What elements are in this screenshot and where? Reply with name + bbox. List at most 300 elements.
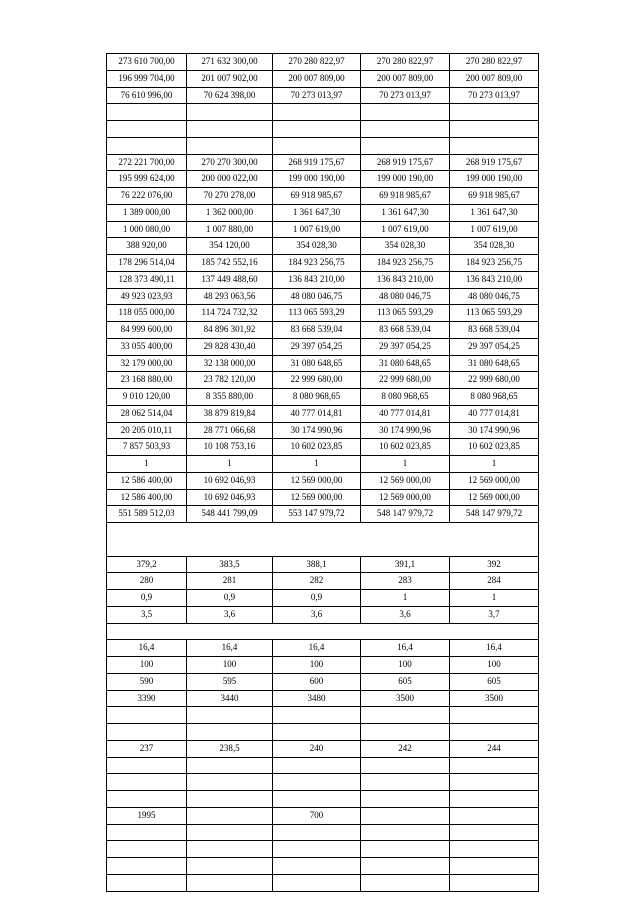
table-cell: 7 857 503,93 xyxy=(107,439,187,455)
table-cell xyxy=(450,724,539,740)
table-cell: 100 xyxy=(187,657,273,673)
table-cell: 383,5 xyxy=(187,557,273,573)
table-cell: 113 065 593,29 xyxy=(361,305,450,321)
table-separator-row xyxy=(107,523,539,540)
table-cell: 8 080 968,65 xyxy=(273,389,361,405)
table-cell: 272 221 700,00 xyxy=(107,155,187,171)
table-cell: 273 610 700,00 xyxy=(107,54,187,70)
table-cell: 128 373 490,11 xyxy=(107,272,187,288)
table-cell: 284 xyxy=(450,573,539,589)
table-row xyxy=(107,557,539,574)
table-cell: 31 080 648,65 xyxy=(273,356,361,372)
table-cell xyxy=(187,624,273,640)
table-row xyxy=(107,272,539,289)
table-cell xyxy=(107,724,187,740)
table-row xyxy=(107,88,539,105)
table-cell: 196 999 704,00 xyxy=(107,71,187,87)
table-cell: 28 771 066,68 xyxy=(187,423,273,439)
table-cell: 22 999 680,00 xyxy=(450,372,539,388)
table-row xyxy=(107,741,539,758)
table-cell: 136 843 210,00 xyxy=(361,272,450,288)
table-cell xyxy=(187,121,273,137)
table-cell: 100 xyxy=(450,657,539,673)
table-cell: 70 273 013,97 xyxy=(361,88,450,104)
table-row xyxy=(107,691,539,708)
table-cell: 1 xyxy=(450,590,539,606)
table-cell: 32 138 000,00 xyxy=(187,356,273,372)
table-cell xyxy=(273,858,361,874)
table-row xyxy=(107,674,539,691)
table-cell: 16,4 xyxy=(107,640,187,656)
table-cell: 0,9 xyxy=(187,590,273,606)
table-cell: 113 065 593,29 xyxy=(450,305,539,321)
table-row xyxy=(107,490,539,507)
table-cell: 30 174 990,96 xyxy=(450,423,539,439)
table-cell: 48 293 063,56 xyxy=(187,289,273,305)
table-cell: 270 270 300,00 xyxy=(187,155,273,171)
table-cell xyxy=(361,624,450,640)
table-cell: 553 147 979,72 xyxy=(273,506,361,522)
table-row xyxy=(107,238,539,255)
table-cell xyxy=(107,791,187,807)
table-cell xyxy=(273,540,361,556)
table-cell xyxy=(187,774,273,790)
table-cell: 195 999 624,00 xyxy=(107,171,187,187)
table-cell xyxy=(361,791,450,807)
table-cell: 595 xyxy=(187,674,273,690)
table-cell: 40 777 014,81 xyxy=(273,406,361,422)
table-cell xyxy=(450,774,539,790)
table-cell: 29 397 054,25 xyxy=(450,339,539,355)
table-cell: 23 782 120,00 xyxy=(187,372,273,388)
table-row xyxy=(107,389,539,406)
table-cell: 1 362 000,00 xyxy=(187,205,273,221)
table-cell: 16,4 xyxy=(450,640,539,656)
table-cell: 70 273 013,97 xyxy=(450,88,539,104)
table-cell: 3,6 xyxy=(187,607,273,623)
table-cell xyxy=(361,121,450,137)
table-cell: 30 174 990,96 xyxy=(361,423,450,439)
table-cell xyxy=(187,841,273,857)
table-cell xyxy=(273,875,361,891)
table-cell: 100 xyxy=(107,657,187,673)
table-cell: 388,1 xyxy=(273,557,361,573)
table-row xyxy=(107,825,539,842)
table-cell: 100 xyxy=(361,657,450,673)
table-separator-row xyxy=(107,540,539,557)
table-cell: 76 610 996,00 xyxy=(107,88,187,104)
table-row xyxy=(107,339,539,356)
table-cell: 8 080 968,65 xyxy=(450,389,539,405)
table-cell xyxy=(361,138,450,154)
table-cell xyxy=(450,808,539,824)
table-cell: 700 xyxy=(273,808,361,824)
table-cell: 1 389 000,00 xyxy=(107,205,187,221)
table-cell: 548 147 979,72 xyxy=(450,506,539,522)
table-cell: 12 569 000,00 xyxy=(450,473,539,489)
table-cell: 100 xyxy=(273,657,361,673)
table-cell: 1 007 619,00 xyxy=(361,222,450,238)
table-cell xyxy=(273,707,361,723)
table-cell: 200 007 809,00 xyxy=(273,71,361,87)
table-cell: 69 918 985,67 xyxy=(273,188,361,204)
table-cell xyxy=(450,707,539,723)
table-separator-row xyxy=(107,624,539,641)
table-row xyxy=(107,356,539,373)
table-cell: 0,9 xyxy=(273,590,361,606)
table-cell xyxy=(107,707,187,723)
table-cell: 199 000 190,00 xyxy=(450,171,539,187)
table-cell: 8 355 880,00 xyxy=(187,389,273,405)
table-cell xyxy=(187,808,273,824)
table-cell: 69 918 985,67 xyxy=(361,188,450,204)
table-cell xyxy=(187,791,273,807)
table-row xyxy=(107,255,539,272)
table-cell: 1 361 647,30 xyxy=(273,205,361,221)
table-cell xyxy=(273,624,361,640)
table-cell: 29 397 054,25 xyxy=(361,339,450,355)
table-cell: 136 843 210,00 xyxy=(273,272,361,288)
table-cell xyxy=(361,841,450,857)
table-cell: 12 569 000,00 xyxy=(361,473,450,489)
table-cell xyxy=(107,825,187,841)
table-cell: 3,6 xyxy=(273,607,361,623)
table-cell xyxy=(273,825,361,841)
table-cell: 3,5 xyxy=(107,607,187,623)
table-cell: 31 080 648,65 xyxy=(450,356,539,372)
table-cell xyxy=(450,858,539,874)
table-row xyxy=(107,439,539,456)
table-cell: 280 xyxy=(107,573,187,589)
table-cell: 3480 xyxy=(273,691,361,707)
table-cell xyxy=(187,758,273,774)
table-cell: 1 xyxy=(450,456,539,472)
table-cell: 3440 xyxy=(187,691,273,707)
table-cell: 184 923 256,75 xyxy=(361,255,450,271)
table-cell xyxy=(107,523,187,540)
table-cell: 548 441 799,09 xyxy=(187,506,273,522)
table-cell: 70 270 278,00 xyxy=(187,188,273,204)
table-cell xyxy=(361,758,450,774)
table-row xyxy=(107,724,539,741)
table-row xyxy=(107,607,539,624)
table-cell xyxy=(361,104,450,120)
table-row xyxy=(107,171,539,188)
table-cell xyxy=(273,758,361,774)
table-row xyxy=(107,188,539,205)
table-cell: 1 xyxy=(107,456,187,472)
table-row xyxy=(107,205,539,222)
data-table xyxy=(106,53,539,892)
table-cell xyxy=(450,791,539,807)
table-cell xyxy=(361,858,450,874)
table-cell xyxy=(187,138,273,154)
table-cell: 12 586 400,00 xyxy=(107,473,187,489)
table-cell xyxy=(361,724,450,740)
table-cell: 1 007 619,00 xyxy=(273,222,361,238)
table-cell: 0,9 xyxy=(107,590,187,606)
table-row xyxy=(107,155,539,172)
table-cell: 3500 xyxy=(361,691,450,707)
table-cell: 3,7 xyxy=(450,607,539,623)
table-cell: 178 296 514,04 xyxy=(107,255,187,271)
table-cell: 551 589 512,03 xyxy=(107,506,187,522)
table-cell: 354 028,30 xyxy=(361,238,450,254)
table-cell: 242 xyxy=(361,741,450,757)
table-cell: 31 080 648,65 xyxy=(361,356,450,372)
table-cell: 1 007 619,00 xyxy=(450,222,539,238)
table-cell: 240 xyxy=(273,741,361,757)
table-cell: 548 147 979,72 xyxy=(361,506,450,522)
table-cell xyxy=(107,875,187,891)
table-cell xyxy=(273,121,361,137)
table-cell: 22 999 680,00 xyxy=(273,372,361,388)
table-cell xyxy=(361,707,450,723)
table-row xyxy=(107,406,539,423)
table-cell: 70 273 013,97 xyxy=(273,88,361,104)
table-cell: 185 742 552,16 xyxy=(187,255,273,271)
table-cell xyxy=(450,624,539,640)
table-cell xyxy=(107,138,187,154)
table-cell: 33 055 400,00 xyxy=(107,339,187,355)
table-cell xyxy=(450,758,539,774)
table-cell: 605 xyxy=(361,674,450,690)
table-cell: 10 108 753,16 xyxy=(187,439,273,455)
table-cell: 237 xyxy=(107,741,187,757)
table-cell: 83 668 539,04 xyxy=(450,322,539,338)
table-cell: 283 xyxy=(361,573,450,589)
table-cell: 136 843 210,00 xyxy=(450,272,539,288)
table-cell: 118 055 000,00 xyxy=(107,305,187,321)
table-cell: 76 222 076,00 xyxy=(107,188,187,204)
table-cell xyxy=(107,841,187,857)
table-cell xyxy=(187,707,273,723)
table-cell: 270 280 822,97 xyxy=(361,54,450,70)
table-row xyxy=(107,841,539,858)
table-cell: 199 000 190,00 xyxy=(273,171,361,187)
table-cell: 354 120,00 xyxy=(187,238,273,254)
table-cell: 268 919 175,67 xyxy=(273,155,361,171)
table-row xyxy=(107,456,539,473)
table-row xyxy=(107,875,539,892)
table-cell: 48 080 046,75 xyxy=(361,289,450,305)
table-cell: 200 000 022,00 xyxy=(187,171,273,187)
table-cell xyxy=(361,540,450,556)
table-cell xyxy=(273,791,361,807)
table-cell xyxy=(450,138,539,154)
table-cell xyxy=(187,523,273,540)
table-cell xyxy=(273,523,361,540)
table-cell: 281 xyxy=(187,573,273,589)
table-cell: 84 896 301,92 xyxy=(187,322,273,338)
table-cell: 12 569 000,00 xyxy=(273,490,361,506)
table-cell: 29 828 430,40 xyxy=(187,339,273,355)
table-cell: 271 632 300,00 xyxy=(187,54,273,70)
table-cell: 10 602 023,85 xyxy=(361,439,450,455)
table-cell: 590 xyxy=(107,674,187,690)
table-cell: 70 624 398,00 xyxy=(187,88,273,104)
table-row xyxy=(107,791,539,808)
table-cell: 1 361 647,30 xyxy=(450,205,539,221)
table-cell: 1 361 647,30 xyxy=(361,205,450,221)
table-cell: 238,5 xyxy=(187,741,273,757)
table-row xyxy=(107,289,539,306)
table-row xyxy=(107,657,539,674)
table-row xyxy=(107,121,539,138)
table-row xyxy=(107,808,539,825)
table-row xyxy=(107,222,539,239)
table-cell: 10 692 046,93 xyxy=(187,490,273,506)
table-cell: 1 xyxy=(187,456,273,472)
table-cell: 83 668 539,04 xyxy=(273,322,361,338)
table-cell: 3390 xyxy=(107,691,187,707)
table-cell: 16,4 xyxy=(187,640,273,656)
table-cell xyxy=(273,774,361,790)
table-cell xyxy=(187,724,273,740)
table-cell: 268 919 175,67 xyxy=(450,155,539,171)
table-row xyxy=(107,473,539,490)
table-cell: 1 007 880,00 xyxy=(187,222,273,238)
table-cell: 1 000 080,00 xyxy=(107,222,187,238)
table-cell xyxy=(107,758,187,774)
table-cell xyxy=(361,875,450,891)
table-cell: 10 602 023,85 xyxy=(273,439,361,455)
table-cell: 10 602 023,85 xyxy=(450,439,539,455)
table-cell: 268 919 175,67 xyxy=(361,155,450,171)
table-cell: 199 000 190,00 xyxy=(361,171,450,187)
table-cell: 392 xyxy=(450,557,539,573)
table-cell xyxy=(187,104,273,120)
table-cell xyxy=(107,624,187,640)
table-row xyxy=(107,104,539,121)
table-cell: 354 028,30 xyxy=(450,238,539,254)
table-cell xyxy=(273,841,361,857)
table-row xyxy=(107,640,539,657)
table-cell: 3500 xyxy=(450,691,539,707)
table-cell xyxy=(450,540,539,556)
table-cell: 22 999 680,00 xyxy=(361,372,450,388)
table-cell: 40 777 014,81 xyxy=(450,406,539,422)
table-cell: 1 xyxy=(273,456,361,472)
table-cell: 29 397 054,25 xyxy=(273,339,361,355)
table-cell xyxy=(361,808,450,824)
table-row xyxy=(107,506,539,523)
table-row xyxy=(107,423,539,440)
table-cell: 1 xyxy=(361,456,450,472)
table-row xyxy=(107,322,539,339)
table-row xyxy=(107,590,539,607)
table-cell: 137 449 488,60 xyxy=(187,272,273,288)
table-cell xyxy=(361,523,450,540)
table-cell: 8 080 968,65 xyxy=(361,389,450,405)
table-cell: 1995 xyxy=(107,808,187,824)
table-cell: 23 168 880,00 xyxy=(107,372,187,388)
table-cell xyxy=(450,825,539,841)
table-cell: 391,1 xyxy=(361,557,450,573)
table-cell xyxy=(361,774,450,790)
table-cell: 270 280 822,97 xyxy=(273,54,361,70)
table-cell: 200 007 809,00 xyxy=(450,71,539,87)
table-row xyxy=(107,71,539,88)
table-cell: 9 010 120,00 xyxy=(107,389,187,405)
table-cell: 114 724 732,32 xyxy=(187,305,273,321)
table-cell xyxy=(187,858,273,874)
table-cell xyxy=(107,774,187,790)
table-cell: 12 586 400,00 xyxy=(107,490,187,506)
table-cell: 48 080 046,75 xyxy=(273,289,361,305)
table-row xyxy=(107,774,539,791)
table-cell: 84 999 600,00 xyxy=(107,322,187,338)
table-cell: 49 923 023,93 xyxy=(107,289,187,305)
table-cell: 20 205 010,11 xyxy=(107,423,187,439)
table-cell: 282 xyxy=(273,573,361,589)
table-cell: 113 065 593,29 xyxy=(273,305,361,321)
table-cell: 388 920,00 xyxy=(107,238,187,254)
table-cell: 354 028,30 xyxy=(273,238,361,254)
table-cell: 28 062 514,04 xyxy=(107,406,187,422)
table-cell: 16,4 xyxy=(273,640,361,656)
table-cell xyxy=(107,540,187,556)
table-cell: 16,4 xyxy=(361,640,450,656)
table-cell: 12 569 000,00 xyxy=(361,490,450,506)
table-cell xyxy=(187,875,273,891)
table-cell: 12 569 000,00 xyxy=(450,490,539,506)
table-cell: 379,2 xyxy=(107,557,187,573)
table-cell xyxy=(107,858,187,874)
table-cell xyxy=(450,875,539,891)
table-row xyxy=(107,707,539,724)
table-cell xyxy=(361,825,450,841)
table-cell xyxy=(187,540,273,556)
table-cell: 270 280 822,97 xyxy=(450,54,539,70)
table-cell: 600 xyxy=(273,674,361,690)
table-row xyxy=(107,858,539,875)
table-cell: 10 692 046,93 xyxy=(187,473,273,489)
table-cell xyxy=(273,104,361,120)
table-cell: 83 668 539,04 xyxy=(361,322,450,338)
table-cell: 69 918 985,67 xyxy=(450,188,539,204)
table-cell: 40 777 014,81 xyxy=(361,406,450,422)
table-cell xyxy=(450,121,539,137)
table-cell: 201 007 902,00 xyxy=(187,71,273,87)
table-cell: 184 923 256,75 xyxy=(450,255,539,271)
table-cell xyxy=(273,138,361,154)
table-row xyxy=(107,138,539,155)
table-cell: 32 179 000,00 xyxy=(107,356,187,372)
table-cell xyxy=(273,724,361,740)
table-cell: 200 007 809,00 xyxy=(361,71,450,87)
table-row xyxy=(107,54,539,71)
table-cell: 12 569 000,00 xyxy=(273,473,361,489)
table-cell xyxy=(107,104,187,120)
table-cell xyxy=(450,104,539,120)
table-cell: 184 923 256,75 xyxy=(273,255,361,271)
table-row xyxy=(107,573,539,590)
table-cell: 3,6 xyxy=(361,607,450,623)
table-cell: 38 879 819,84 xyxy=(187,406,273,422)
table-row xyxy=(107,758,539,775)
table-cell xyxy=(450,523,539,540)
table-cell: 30 174 990,96 xyxy=(273,423,361,439)
table-cell: 605 xyxy=(450,674,539,690)
table-cell xyxy=(187,825,273,841)
table-row xyxy=(107,305,539,322)
table-cell xyxy=(107,121,187,137)
table-cell: 244 xyxy=(450,741,539,757)
table-cell: 1 xyxy=(361,590,450,606)
table-cell xyxy=(450,841,539,857)
table-cell: 48 080 046,75 xyxy=(450,289,539,305)
